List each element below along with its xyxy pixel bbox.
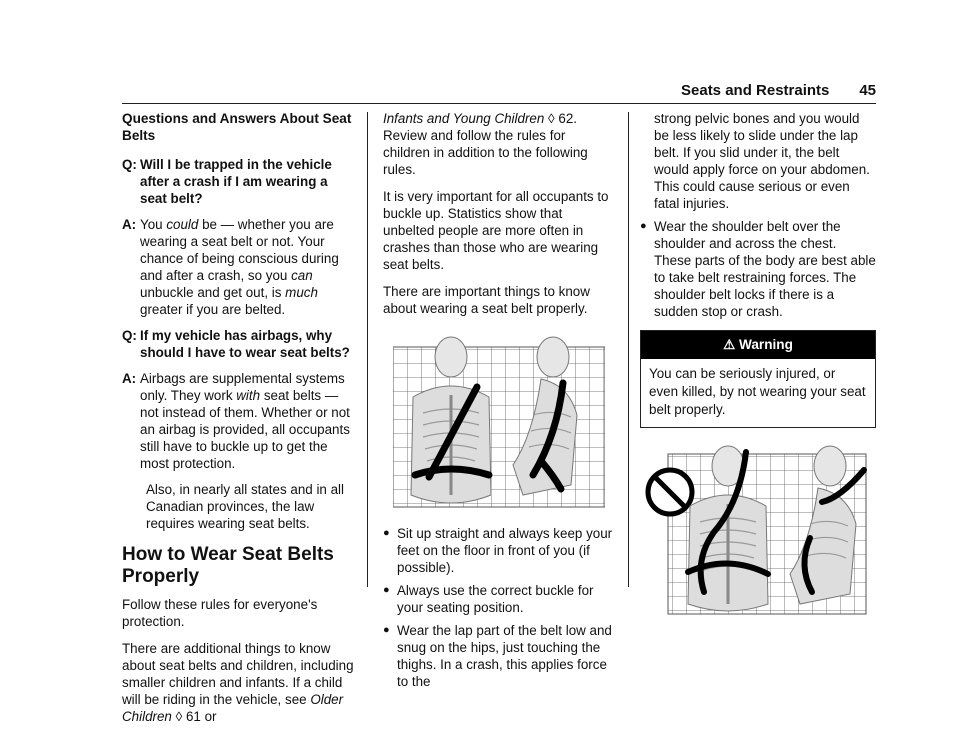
column-divider <box>367 112 368 587</box>
section-title: How to Wear Seat Belts Properly <box>122 544 334 587</box>
paragraph: strong pelvic bones and you would be less likely to slide under the lap belt. If you slid under it, the belt would apply force on your abdomen. This could cause serious or even fatal injuries. <box>654 111 870 211</box>
correct-belt-illustration <box>393 335 615 513</box>
cross-reference-link[interactable]: Older Children <box>122 692 344 724</box>
incorrect-belt-illustration <box>644 442 876 620</box>
page-reference[interactable]: ◊ 62. <box>548 111 577 126</box>
page-reference[interactable]: ◊ 61 <box>175 709 201 724</box>
bullet-icon: ● <box>383 584 390 596</box>
column-1 <box>122 110 354 735</box>
question-1: Q: Will I be trapped in the vehicle after a crash if I am wearing a seat belt? <box>122 157 332 206</box>
bullet-icon: ● <box>383 624 390 636</box>
warning-text: You can be seriously injured, or even killed, by not wearing your seat belt properly. <box>649 366 866 417</box>
header-page-number: 45 <box>859 82 876 99</box>
header-section-title: Seats and Restraints <box>681 82 830 99</box>
prohibited-icon <box>648 470 692 514</box>
warning-box <box>640 330 876 428</box>
bullet-icon: ● <box>640 220 647 232</box>
paragraph: There are important things to know about wearing a seat belt properly. <box>383 284 590 316</box>
column-2 <box>383 110 615 696</box>
bullet-item: ● Always use the correct buckle for your seating position. <box>383 583 594 615</box>
bullet-item: ● Wear the shoulder belt over the shoulder and across the chest. These parts of the body are best able to take belt restraining forces. The shoulder belt locks if there is a sudden stop or crash. <box>640 219 876 319</box>
paragraph: There are additional things to know about seat belts and children, including smaller children and infants. If a child will be riding in the vehicle, see Older Children ◊ 61 or <box>122 641 354 724</box>
paragraph: Follow these rules for everyone's protection. <box>122 597 318 629</box>
paragraph: Infants and Young Children ◊ 62. Review and follow the rules for children in addition to the following rules. <box>383 111 588 177</box>
cross-reference-link[interactable]: Infants and Young Children <box>383 111 545 126</box>
warning-header <box>641 331 875 359</box>
column-divider <box>628 112 629 587</box>
answer-2-extra: Also, in nearly all states and in all Canadian provinces, the law requires wearing seat belts. <box>146 482 344 531</box>
bullet-icon: ● <box>383 527 390 539</box>
answer-1: A: You could be — whether you are wearing a seat belt or not. Your chance of being conscious during and after a crash, so you can unbuckle and get out, is much greater if you are belted. <box>122 217 339 317</box>
column-3 <box>640 110 876 620</box>
paragraph: It is very important for all occupants to buckle up. Statistics show that unbelted people are more often in crashes than those who are wearing seat belts. <box>383 189 609 272</box>
answer-2: A: Airbags are supplemental systems only. They work with seat belts — not instead of them. Whether or not an airbag is provided, all occupants still have to buckle up to get the most protection. <box>122 371 350 471</box>
question-2: Q: If my vehicle has airbags, why should I have to wear seat belts? <box>122 328 350 360</box>
qa-heading: Questions and Answers About Seat Belts <box>122 111 352 143</box>
header-rule <box>122 103 876 104</box>
bullet-item: ● Sit up straight and always keep your feet on the floor in front of you (if possible). <box>383 526 613 575</box>
running-header <box>681 82 876 99</box>
bullet-item: ● Wear the lap part of the belt low and snug on the hips, just touching the thighs. In a crash, this applies force to the <box>383 623 612 689</box>
warning-icon: ⚠ <box>723 337 736 352</box>
warning-title: Warning <box>739 337 793 352</box>
